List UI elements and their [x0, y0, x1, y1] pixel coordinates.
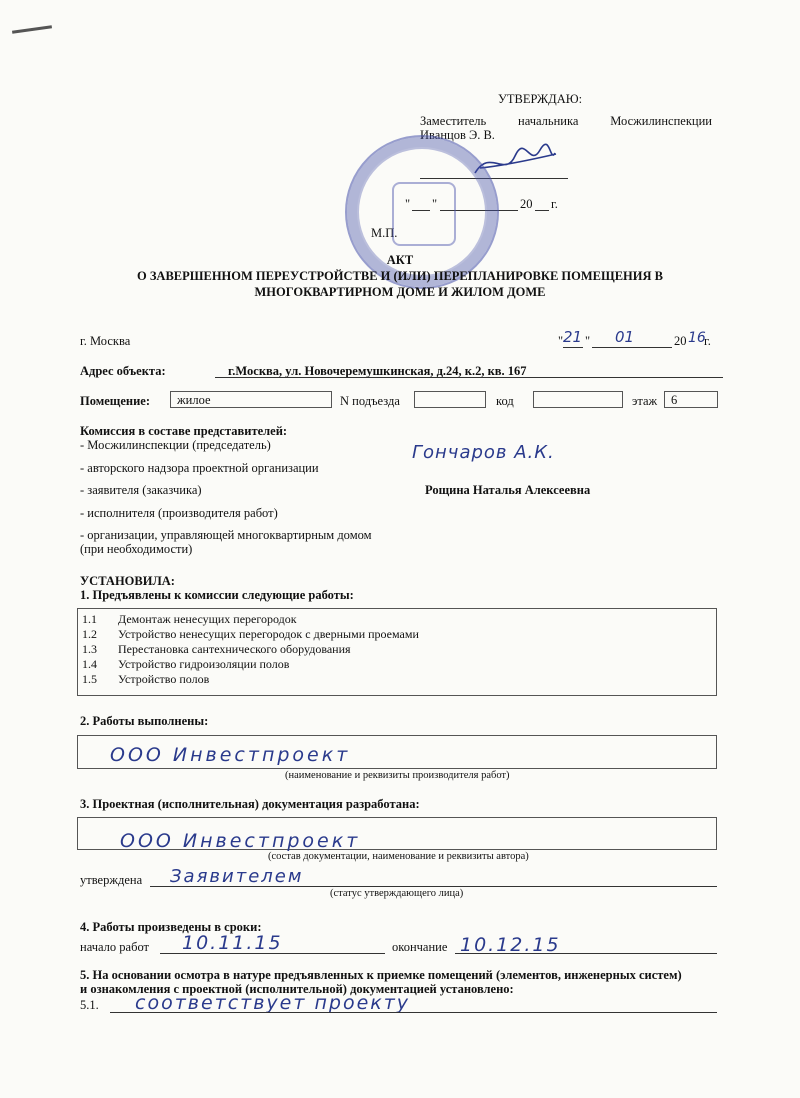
premises-type-field[interactable]: жилое — [170, 391, 332, 408]
section3-heading: 3. Проектная (исполнительная) документация разработана: — [80, 797, 420, 811]
stamp-label: М.П. — [371, 226, 398, 240]
entrance-label: N подъезда — [340, 394, 400, 408]
commission-member: - заявителя (заказчика) — [80, 483, 202, 497]
title-line1: АКТ — [386, 253, 414, 267]
section2-heading: 2. Работы выполнены: — [80, 714, 209, 728]
end-date: 10.12.15 — [460, 934, 561, 956]
title-line3: МНОГОКВАРТИРНОМ ДОМЕ И ЖИЛОМ ДОМЕ — [254, 285, 546, 299]
table-row: 1.3 Перестановка сантехнического оборудования — [82, 642, 351, 656]
documentation-field[interactable]: ООО Инвестпроект — [77, 817, 717, 850]
floor-label: этаж — [632, 394, 658, 408]
established-heading: УСТАНОВИЛА: — [80, 574, 175, 588]
works-table — [77, 608, 717, 696]
commission-heading: Комиссия в составе представителей: — [80, 424, 288, 438]
act-year-suffix: г. — [704, 334, 711, 348]
chair-name: Гончаров А.К. — [412, 442, 555, 463]
section5-heading-line1: 5. На основании осмотра в натуре предъявленных к приемке помещений (элементов, инженерных систем) — [80, 968, 682, 982]
table-row: 1.2 Устройство ненесущих перегородок с дверными проемами — [82, 627, 419, 641]
act-year-prefix: 20 — [674, 334, 687, 348]
approval-date-quote-close: " — [432, 197, 438, 211]
table-row: 1.4 Устройство гидроизоляции полов — [82, 657, 290, 671]
approval-year-suffix: г. — [551, 197, 558, 211]
approval-year-line — [535, 210, 549, 211]
start-date: 10.11.15 — [182, 932, 283, 954]
table-row: 1.1 Демонтаж ненесущих перегородок — [82, 612, 297, 626]
act-month: 01 — [615, 328, 635, 346]
scan-mark — [12, 25, 52, 34]
approval-heading: УТВЕРЖДАЮ: — [498, 92, 583, 106]
code-field[interactable] — [533, 391, 623, 408]
section1-heading: 1. Предъявлены к комиссии следующие работы: — [80, 588, 354, 602]
approved-label: утверждена — [80, 873, 143, 887]
start-label: начало работ — [80, 940, 150, 954]
act-day: 21 — [563, 328, 583, 346]
approval-position: Заместитель начальника Мосжилинспекции — [420, 114, 712, 128]
commission-member: - авторского надзора проектной организации — [80, 461, 319, 475]
place: г. Москва — [80, 334, 131, 348]
contractor-field[interactable]: ООО Инвестпроект — [77, 735, 717, 769]
section4-heading: 4. Работы произведены в сроки: — [80, 920, 262, 934]
item-5-1-label: 5.1. — [80, 998, 99, 1012]
approved-value: Заявителем — [170, 866, 304, 887]
approved-caption: (статус утверждающего лица) — [330, 888, 464, 899]
commission-member: (при необходимости) — [80, 542, 193, 556]
contractor-caption: (наименование и реквизиты производителя работ) — [285, 770, 510, 781]
title-line2: О ЗАВЕРШЕННОМ ПЕРЕУСТРОЙСТВЕ И (ИЛИ) ПЕРЕПЛАНИРОВКЕ ПОМЕЩЕНИЯ В — [136, 269, 663, 283]
approval-year-prefix: 20 — [520, 197, 533, 211]
address-label: Адрес объекта: — [80, 364, 166, 378]
floor-field[interactable]: 6 — [664, 391, 718, 408]
section5-heading-line2: и ознакомления с проектной (исполнительной) документацией установлено: — [80, 982, 514, 996]
documentation-caption: (состав документации, наименование и реквизиты автора) — [268, 851, 529, 862]
code-label: код — [496, 394, 514, 408]
commission-member: - организации, управляющей многоквартирным домом — [80, 528, 372, 542]
entrance-field[interactable] — [414, 391, 486, 408]
approval-date-quote-open: " — [405, 197, 411, 211]
commission-member: - Мосжилинспекции (председатель) — [80, 438, 271, 452]
applicant-name: Рощина Наталья Алексеевна — [425, 483, 591, 497]
end-label: окончание — [392, 940, 448, 954]
approval-name: Иванцов Э. В. — [420, 128, 495, 142]
table-row: 1.5 Устройство полов — [82, 672, 210, 686]
premises-label: Помещение: — [80, 394, 151, 408]
item-5-1-value: соответствует проекту — [135, 992, 411, 1014]
commission-member: - исполнителя (производителя работ) — [80, 506, 278, 520]
act-year: 16 — [688, 330, 706, 346]
address-value: г.Москва, ул. Новочеремушкинская, д.24, к.2, кв. 167 — [228, 364, 527, 378]
